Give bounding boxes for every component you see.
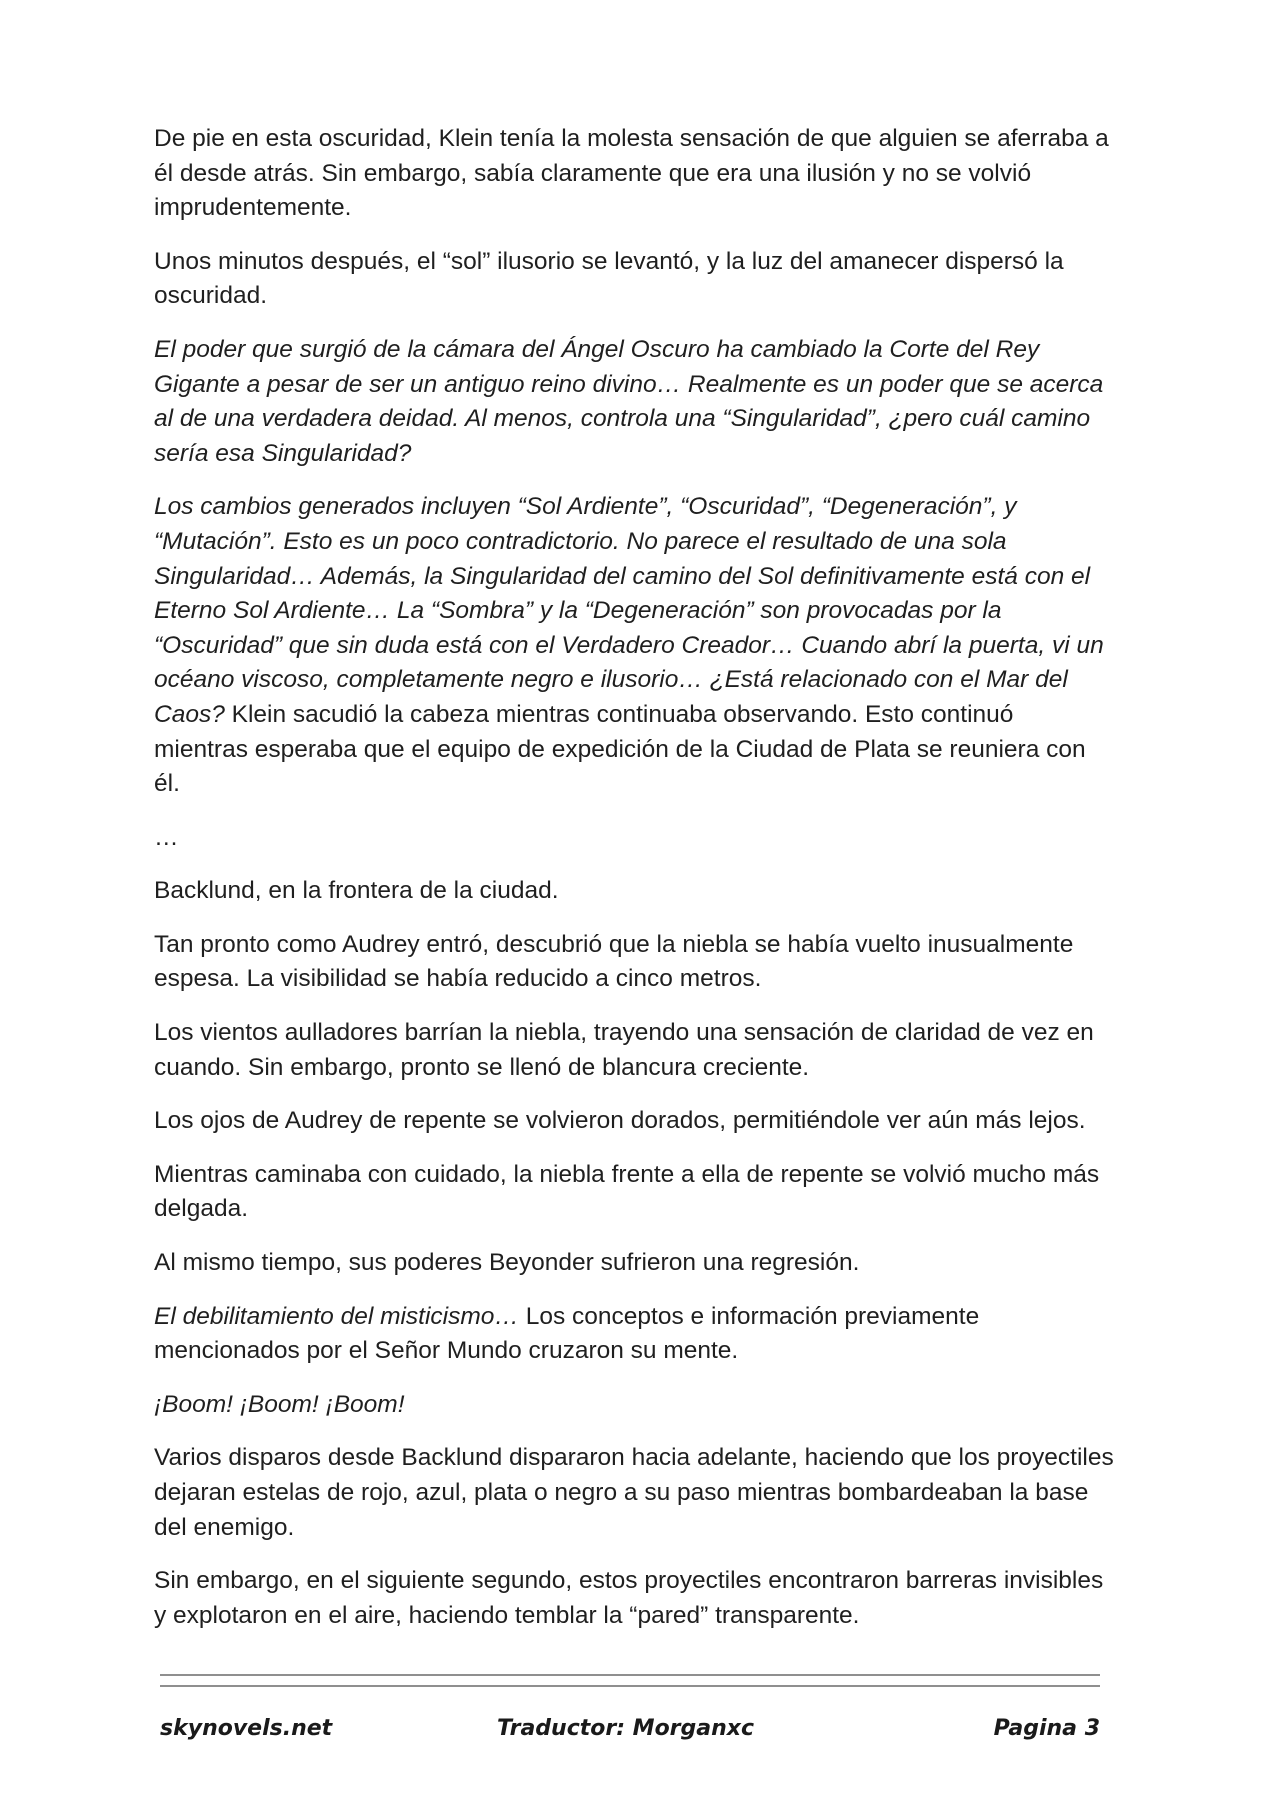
footer-divider-top — [160, 1674, 1100, 1676]
paragraph — [154, 1300, 1114, 1369]
italic-thought: El debilitamiento del misticismo… — [154, 1302, 519, 1330]
paragraph: Mientras caminaba con cuidado, la niebla frente a ella de repente se volvió mucho más delgada. — [154, 1160, 1100, 1223]
italic-paragraph: ¡Boom! ¡Boom! ¡Boom! — [154, 1390, 405, 1418]
footer-page-number: Pagina 3 — [993, 1716, 1100, 1741]
paragraph: Unos minutos después, el “sol” ilusorio se levantó, y la luz del amanecer dispersó la oscuridad. — [154, 247, 1064, 310]
paragraph-text: Klein sacudió la cabeza mientras continuaba observando. Esto continuó mientras esperaba que el equipo de expedición de la Ciudad de Plata se reuniera con él. — [154, 700, 1086, 798]
footer-translator: Traductor: Morganxc — [497, 1716, 755, 1741]
document-body — [154, 122, 1114, 1652]
paragraph: Los ojos de Audrey de repente se volvieron dorados, permitiéndole ver aún más lejos. — [154, 1107, 1086, 1135]
paragraph: Los vientos aulladores barrían la niebla, trayendo una sensación de claridad de vez en cuando. Sin embargo, pronto se llenó de blancura creciente. — [154, 1019, 1094, 1081]
paragraph: Sin embargo, en el siguiente segundo, estos proyectiles encontraron barreras invisibles y explotaron en el aire, haciendo temblar la “pared” transparente. — [154, 1567, 1104, 1629]
footer-divider-bottom — [160, 1685, 1100, 1687]
italic-thought: Los cambios generados incluyen “Sol Ardiente”, “Oscuridad”, “Degeneración”, y “Mutación”. Esto es un poco contradictorio. No parece el resultado de una sola Singularidad… Además, la Singularidad del camino del Sol definitivamente está con el Eterno Sol Ardiente… La “Sombra” y la “Degeneración” son provocadas por la “Oscuridad” que sin duda está con el Verdadero Creador… Cuando abrí la puerta, vi un océano viscoso, completamente negro e ilusorio… ¿Está relacionado con el Mar del Caos? — [154, 493, 1104, 728]
page-footer — [160, 1716, 1100, 1748]
italic-paragraph: El poder que surgió de la cámara del Ángel Oscuro ha cambiado la Corte del Rey Gigante a pesar de ser un antiguo reino divino… Realmente es un poder que se acerca al de una verdadera deidad. Al menos, controla una “Singularidad”, ¿pero cuál camino sería esa Singularidad? — [154, 335, 1104, 467]
paragraph: De pie en esta oscuridad, Klein tenía la molesta sensación de que alguien se aferraba a él desde atrás. Sin embargo, sabía claramente que era una ilusión y no se volvió imprudentemente. — [154, 125, 1109, 222]
paragraph: Varios disparos desde Backlund dispararon hacia adelante, haciendo que los proyectiles dejaran estelas de rojo, azul, plata o negro a su paso mientras bombardeaban la base del enemigo. — [154, 1444, 1114, 1541]
paragraph — [154, 490, 1114, 801]
footer-site: skynovels.net — [160, 1716, 333, 1741]
paragraph: Backlund, en la frontera de la ciudad. — [154, 877, 559, 905]
paragraph: Al mismo tiempo, sus poderes Beyonder sufrieron una regresión. — [154, 1249, 860, 1277]
paragraph-text: Los conceptos e información previamente mencionados por el Señor Mundo cruzaron su mente. — [154, 1302, 980, 1365]
paragraph: Tan pronto como Audrey entró, descubrió que la niebla se había vuelto inusualmente espesa. La visibilidad se había reducido a cinco metros. — [154, 930, 1074, 993]
scene-break: … — [154, 823, 179, 851]
